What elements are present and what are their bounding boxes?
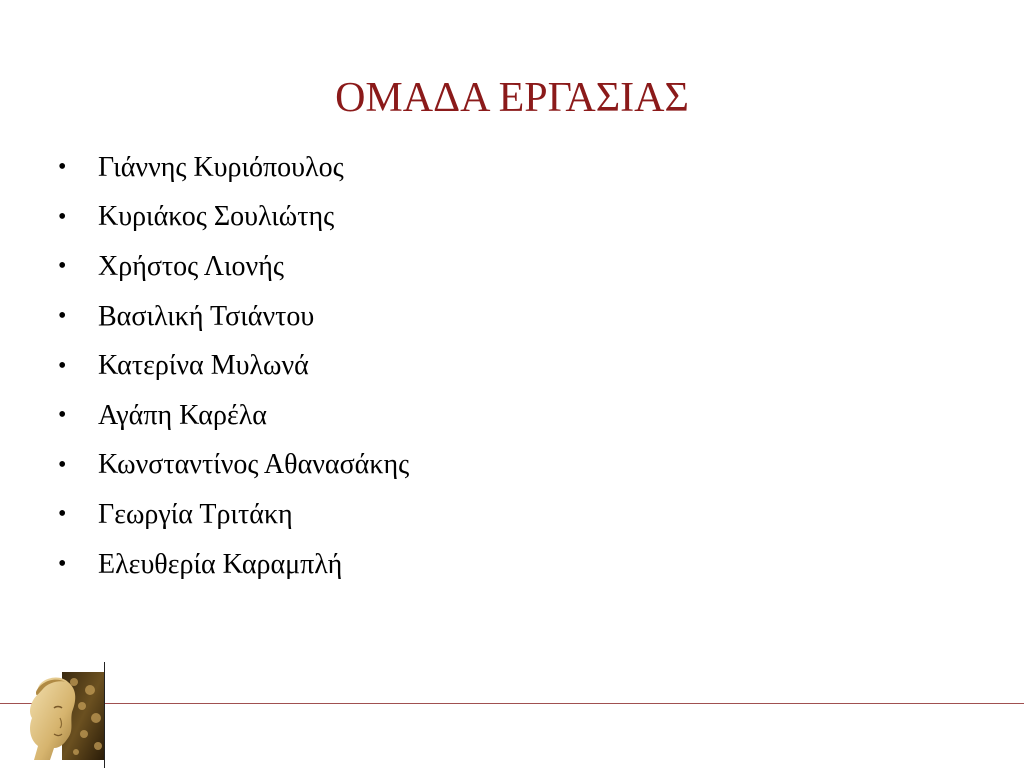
member-name: Κυριάκος Σουλιώτης (98, 201, 335, 233)
list-item (58, 540, 409, 590)
member-name: Αγάπη Καρέλα (98, 399, 267, 431)
bullet-icon: • (58, 501, 67, 528)
bullet-icon: • (58, 154, 67, 181)
bullet-icon: • (58, 253, 67, 280)
bullet-icon: • (58, 203, 67, 230)
list-item (58, 242, 409, 292)
member-list (58, 143, 409, 589)
bullet-icon: • (58, 402, 67, 429)
bullet-icon: • (58, 551, 67, 578)
member-name: Κωνσταντίνος Αθανασάκης (98, 449, 410, 481)
bullet-icon: • (58, 303, 67, 330)
list-item (58, 193, 409, 243)
member-name: Γεωργία Τριτάκη (98, 498, 293, 530)
list-item (58, 441, 409, 491)
member-name: Ελευθερία Καραμπλή (98, 548, 343, 580)
footer-vertical-divider (104, 662, 105, 768)
list-item (58, 143, 409, 193)
bullet-icon: • (58, 352, 67, 379)
bullet-icon: • (58, 451, 67, 478)
member-name: Χρήστος Λιονής (98, 250, 284, 282)
list-item (58, 391, 409, 441)
member-name: Κατερίνα Μυλωνά (98, 350, 309, 382)
statue-head-icon (24, 672, 104, 760)
list-item (58, 341, 409, 391)
slide-title: ΟΜΑΔΑ ΕΡΓΑΣΙΑΣ (335, 75, 689, 121)
footer-divider (0, 703, 1024, 704)
member-name: Γιάννης Κυριόπουλος (98, 151, 344, 183)
list-item (58, 490, 409, 540)
list-item (58, 292, 409, 342)
member-name: Βασιλική Τσιάντου (98, 300, 315, 332)
